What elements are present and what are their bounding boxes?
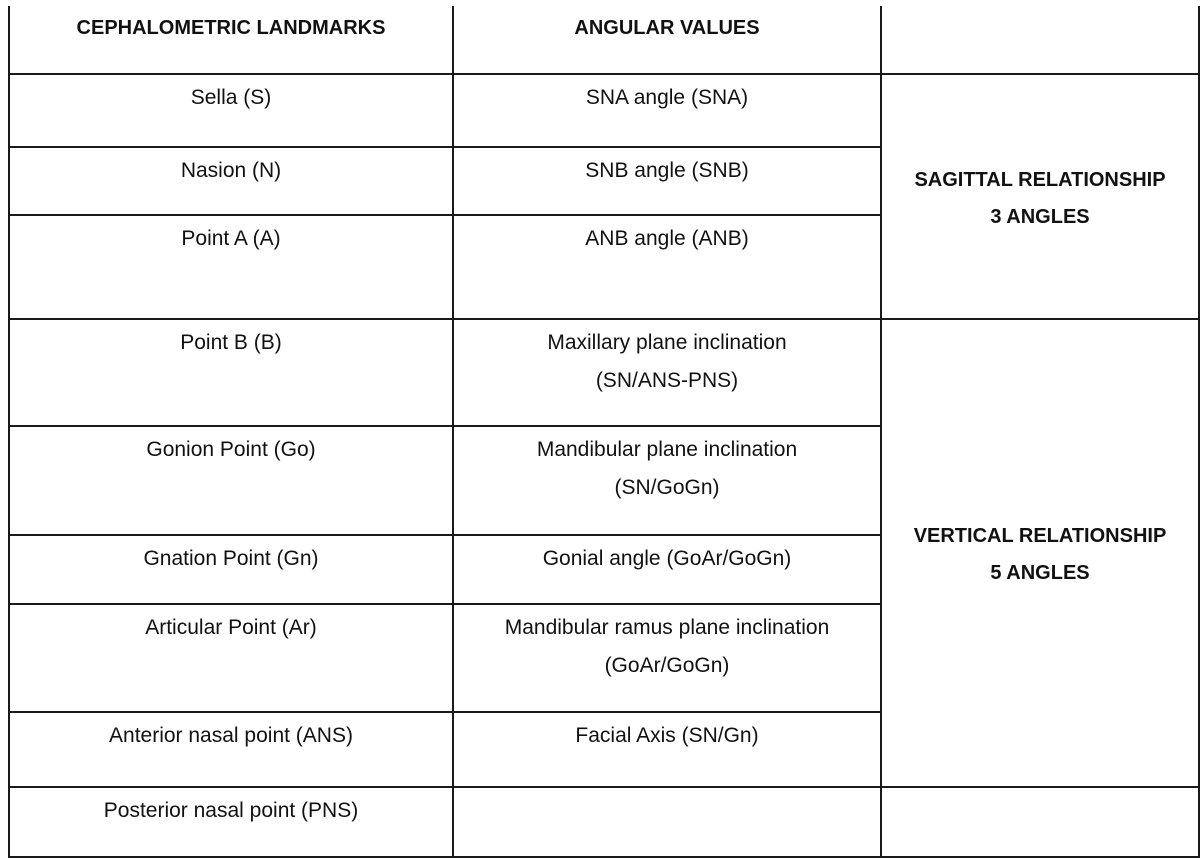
angle-cell: Gonial angle (GoAr/GoGn)	[453, 535, 881, 604]
sagittal-group-cell	[881, 74, 1199, 319]
table-row	[9, 319, 1199, 426]
landmark-cell: Anterior nasal point (ANS)	[9, 712, 453, 787]
angle-line-2: (SN/GoGn)	[614, 476, 720, 499]
empty-group-cell	[881, 787, 1199, 857]
angle-cell: Facial Axis (SN/Gn)	[453, 712, 881, 787]
angle-cell	[453, 604, 881, 712]
vertical-group-cell	[881, 319, 1199, 787]
landmark-cell: Point B (B)	[9, 319, 453, 426]
angle-cell: SNB angle (SNB)	[453, 147, 881, 215]
landmark-cell: Gnation Point (Gn)	[9, 535, 453, 604]
header-group	[881, 6, 1199, 74]
landmark-cell: Articular Point (Ar)	[9, 604, 453, 712]
angle-line-1: Mandibular ramus plane inclination	[504, 616, 830, 639]
angle-cell: SNA angle (SNA)	[453, 74, 881, 147]
angle-line-1: Mandibular plane inclination	[536, 438, 798, 461]
cephalometric-table	[8, 6, 1200, 858]
vertical-title: VERTICAL RELATIONSHIP	[913, 525, 1167, 547]
landmark-cell: Nasion (N)	[9, 147, 453, 215]
angle-cell	[453, 426, 881, 535]
table-row	[9, 74, 1199, 147]
header-landmarks: CEPHALOMETRIC LANDMARKS	[9, 6, 453, 74]
angle-cell	[453, 319, 881, 426]
landmark-cell: Posterior nasal point (PNS)	[9, 787, 453, 857]
landmark-cell: Sella (S)	[9, 74, 453, 147]
landmark-cell: Point A (A)	[9, 215, 453, 319]
vertical-count: 5 ANGLES	[990, 562, 1090, 584]
angle-cell	[453, 787, 881, 857]
angle-cell: ANB angle (ANB)	[453, 215, 881, 319]
table-row	[9, 787, 1199, 857]
header-angular-values: ANGULAR VALUES	[453, 6, 881, 74]
sagittal-count: 3 ANGLES	[990, 205, 1090, 228]
landmark-cell: Gonion Point (Go)	[9, 426, 453, 535]
angle-line-2: (GoAr/GoGn)	[604, 654, 730, 677]
table-header-row	[9, 6, 1199, 74]
angle-line-1: Maxillary plane inclination	[547, 331, 787, 354]
sagittal-title: SAGITTAL RELATIONSHIP	[914, 168, 1166, 191]
angle-line-2: (SN/ANS-PNS)	[595, 369, 739, 392]
